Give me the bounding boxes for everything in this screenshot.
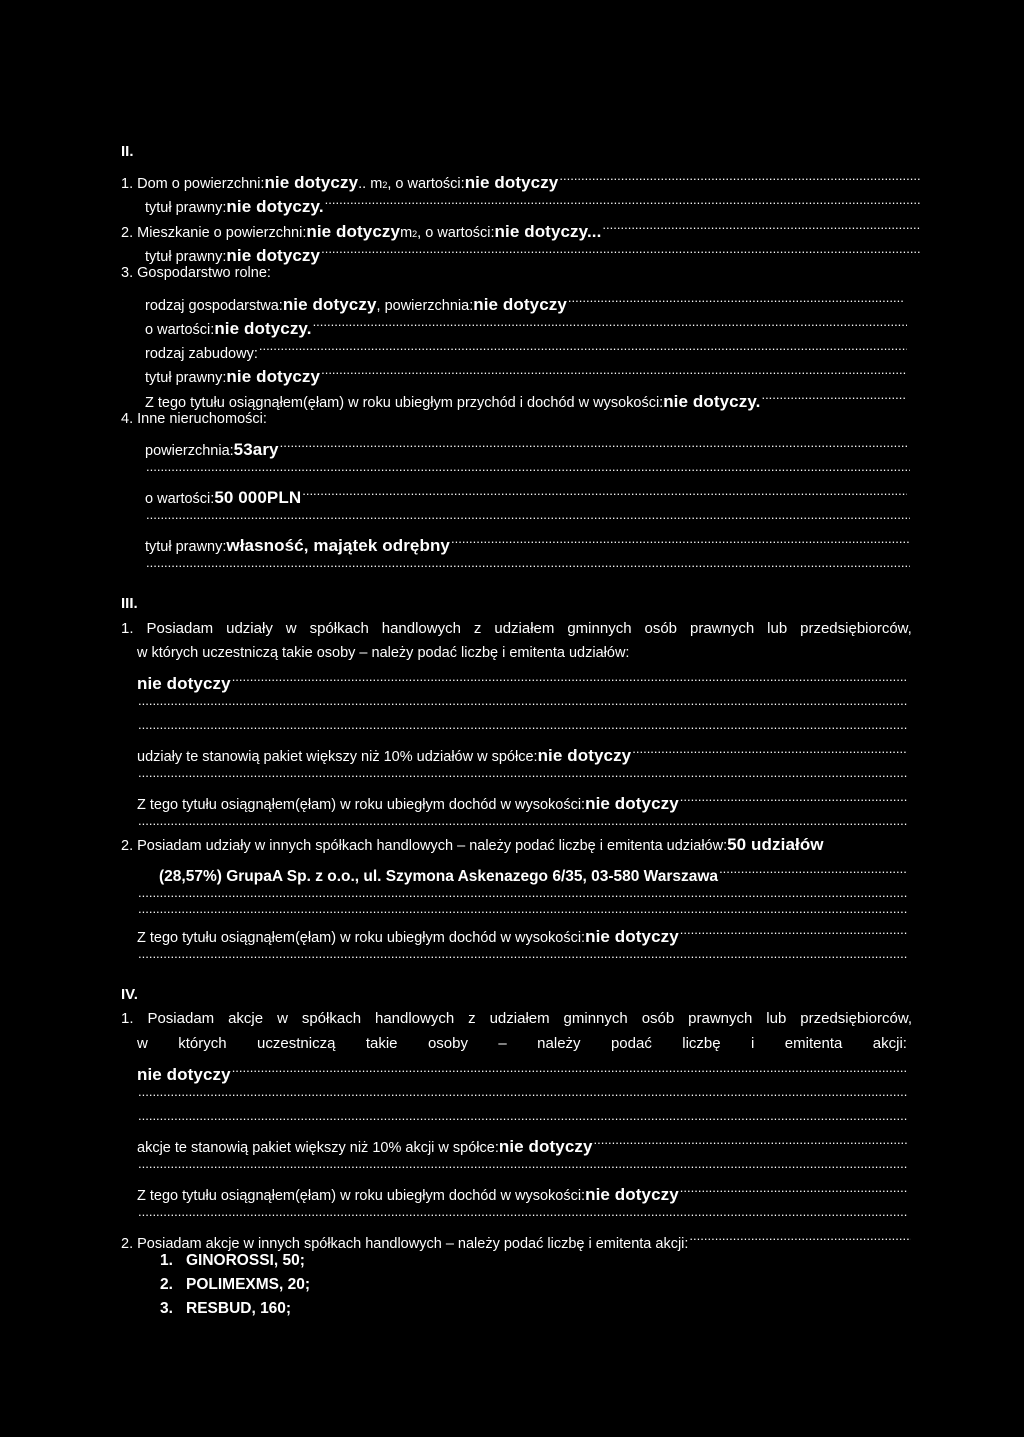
dotted-line [137,1080,907,1104]
word: z [468,1010,476,1027]
word: gminnych [567,620,632,637]
stocks-income-line: Z tego tytułu osiągnąłem(ęłam) w roku ubiegłym dochód w wysokości: nie dotyczy ..... [137,1176,907,1200]
dotted-line [137,1104,907,1128]
word: 1. [121,620,134,637]
word: emitenta [784,1035,843,1052]
dotted-line [137,809,907,833]
section-iv-heading: IV. [121,986,138,1003]
word: udziały [226,620,273,637]
flat-title-line: tytuł prawny: nie dotyczy ..... [145,237,921,261]
word: lub [766,1010,787,1027]
dotted-line [145,503,910,527]
farm-income-line: Z tego tytułu osiągnąłem(ęłam) w roku ubiegłym przychód i dochód w wysokości: nie dotyczy. ..... [145,383,907,407]
section-ii-heading: II. [121,143,134,160]
word: – [498,1035,507,1052]
stock-item: 3. RESBUD, 160; [160,1300,292,1317]
word: spółkach [301,1010,362,1027]
dotted-line [137,713,907,737]
other-title-line: tytuł prawny: własność, majątek odrębny ..... [145,527,910,551]
word: spółkach [309,620,369,637]
stock-item: 1. GINOROSSI, 50; [160,1252,305,1269]
word: z [473,620,482,637]
stocks-intro-line-2 [137,1032,907,1056]
stocks-answer-line: nie dotyczy ..... [137,1056,907,1080]
word: liczbę [682,1035,721,1052]
word: przedsiębiorców, [800,1010,912,1027]
word: udziałem [494,620,555,637]
other-shares-income-line: Z tego tytułu osiągnąłem(ęłam) w roku ubiegłym dochód w wysokości: nie dotyczy ..... [137,918,907,942]
house-title-line: tytuł prawny: nie dotyczy. ..... [145,188,921,212]
shares-package-line: udziały te stanowią pakiet większy niż 10% udziałów w spółce: nie dotyczy ..... [137,737,907,761]
dotted-line [145,551,910,575]
word: akcje [228,1010,264,1027]
dotted-line [145,455,910,479]
word: osoby [427,1035,468,1052]
shares-answer-line: nie dotyczy ..... [137,665,907,689]
word: udziałem [489,1010,550,1027]
farm-buildings-line: rodzaj zabudowy: ..... [145,334,907,358]
word: przedsiębiorców, [800,620,912,637]
dotted-line [137,1200,907,1224]
word: osób [644,620,678,637]
word: osób [641,1010,675,1027]
word: należy [537,1035,581,1052]
section-iii-heading: III. [121,595,138,612]
word: gminnych [563,1010,628,1027]
word: podać [610,1035,652,1052]
farm-value-line: o wartości: nie dotyczy. ..... [145,310,907,334]
dotted-line [137,689,907,713]
shares-intro-line-2: w których uczestniczą takie osoby – należy podać liczbę i emitenta udziałów: [137,645,630,661]
stocks-intro-line [121,1007,912,1031]
farm-type-line: rodzaj gospodarstwa: nie dotyczy , powierzchnia: nie dotyczy ..... [145,286,905,310]
other-stocks-line: 2. Posiadam akcje w innych spółkach handlowych – należy podać liczbę i emitenta akcji: ..... [121,1224,911,1248]
word: handlowych [381,620,461,637]
word: w [277,1010,288,1027]
stock-item: 2. POLIMEXMS, 20; [160,1276,311,1293]
word: prawnych [688,1010,753,1027]
stocks-package-line: akcje te stanowią pakiet większy niż 10% akcji w spółce: nie dotyczy ..... [137,1128,907,1152]
house-line: 1. Dom o powierzchni: nie dotyczy .. m 2 , o wartości: nie dotyczy ..... [121,164,921,188]
word: 1. [121,1010,134,1027]
shares-income-line: Z tego tytułu osiągnąłem(ęłam) w roku ubiegłym dochód w wysokości: nie dotyczy ..... [137,785,907,809]
other-value-line: o wartości: 50 000PLN ..... [145,479,907,503]
shares-intro-line [121,617,912,641]
word: i [751,1035,755,1052]
word: w [137,1035,148,1052]
flat-line: 2. Mieszkanie o powierzchni: nie dotyczy m 2 , o wartości: nie dotyczy... ..... [121,213,921,237]
dotted-line [137,942,907,966]
word: prawnych [689,620,755,637]
word: takie [365,1035,398,1052]
other-property-heading: 4. Inne nieruchomości: [121,411,267,427]
dotted-line [137,761,907,785]
farm-title-line: tytuł prawny: nie dotyczy ..... [145,358,907,382]
word: Posiadam [147,1010,215,1027]
dotted-line [137,1152,907,1176]
other-shares-detail-line: (28,57%) GrupaA Sp. z o.o., ul. Szymona Askenazego 6/35, 03-580 Warszawa ..... [159,857,907,881]
other-shares-line: 2. Posiadam udziały w innych spółkach handlowych – należy podać liczbę i emitenta udziałów: 50 udziałów [121,835,824,854]
word: handlowych [374,1010,455,1027]
other-area-line: powierzchnia: 53ary ..... [145,431,907,455]
word: w [285,620,297,637]
word: Posiadam [146,620,214,637]
word: lub [767,620,788,637]
word: uczestniczą [257,1035,336,1052]
farm-heading: 3. Gospodarstwo rolne: [121,265,271,281]
word: akcji: [872,1035,907,1052]
word: których [178,1035,227,1052]
